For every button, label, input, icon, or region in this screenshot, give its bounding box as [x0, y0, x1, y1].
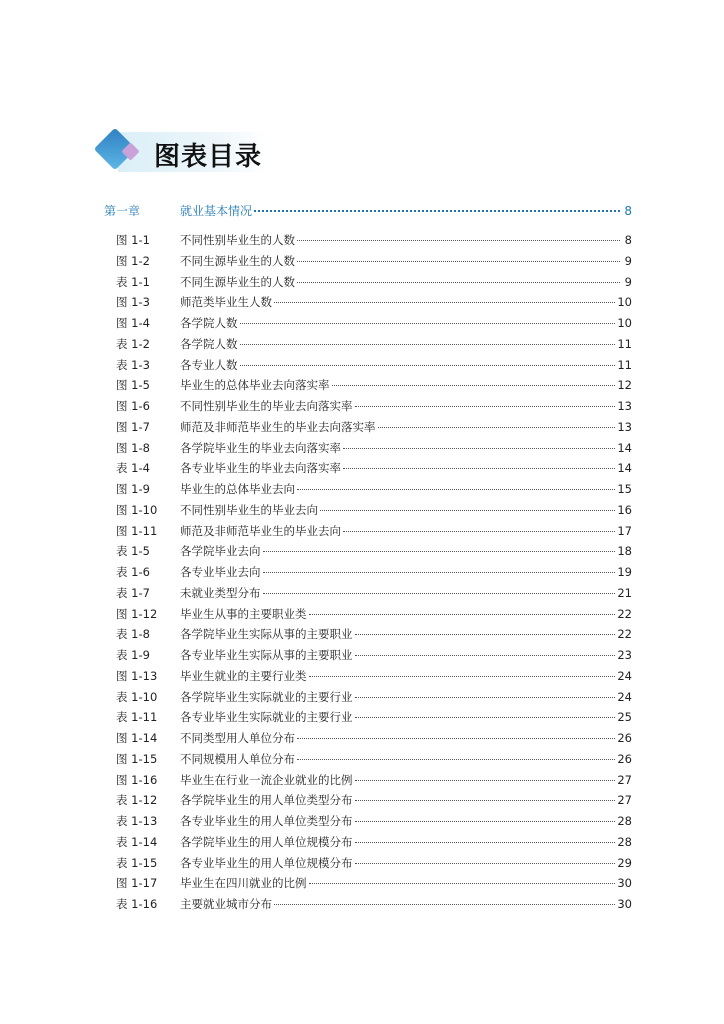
entry-page-number: 8 [624, 233, 632, 247]
dot-leader [274, 290, 615, 303]
dot-leader [355, 768, 616, 781]
entry-title: 毕业生的总体毕业去向落实率 [180, 378, 330, 393]
entry-page-number: 22 [617, 627, 632, 642]
dot-leader [355, 788, 616, 801]
entry-title: 各学院毕业去向 [180, 544, 261, 559]
entry-number: 图 1-8 [116, 440, 150, 455]
entry-page-number: 28 [617, 814, 632, 828]
entry-number: 表 1-15 [116, 855, 158, 870]
toc-entry-row[interactable] [104, 895, 632, 916]
entry-number: 图 1-6 [116, 399, 150, 413]
entry-page-number: 21 [617, 585, 632, 600]
entry-number: 表 1-1 [116, 274, 150, 289]
entry-title: 各学院毕业生的用人单位规模分布 [180, 834, 353, 849]
entry-number: 图 1-9 [116, 482, 150, 496]
dot-leader [297, 477, 615, 490]
entry-page-number: 26 [617, 751, 632, 766]
entry-title: 各专业毕业生实际就业的主要行业 [180, 710, 353, 725]
dot-leader [355, 622, 616, 635]
entry-page-number: 24 [617, 689, 632, 704]
entry-title: 不同性别毕业生的毕业去向落实率 [180, 399, 353, 413]
entry-page-number: 27 [617, 772, 632, 787]
entry-title: 各学院人数 [180, 316, 238, 330]
entry-title: 不同生源毕业生的人数 [180, 253, 295, 268]
entry-number: 表 1-9 [116, 648, 150, 662]
entry-page-number: 9 [624, 253, 632, 268]
entry-page-number: 26 [617, 731, 632, 745]
dot-leader [297, 726, 615, 739]
entry-number: 图 1-3 [116, 295, 150, 310]
chapter-page-number: 8 [624, 204, 632, 218]
toc-chapter-row[interactable] [104, 201, 632, 223]
entry-number: 表 1-10 [116, 689, 158, 704]
dot-leader [297, 228, 620, 241]
dot-leader [297, 249, 620, 262]
entry-page-number: 30 [617, 876, 632, 891]
entry-page-number: 16 [617, 502, 632, 517]
entry-number: 图 1-4 [116, 316, 150, 330]
entry-title: 不同性别毕业生的人数 [180, 233, 295, 247]
dot-leader [309, 664, 616, 677]
entry-number: 图 1-2 [116, 253, 150, 268]
entry-page-number: 11 [617, 336, 632, 351]
entry-number: 图 1-12 [116, 606, 158, 621]
entry-title: 师范及非师范毕业生的毕业去向 [180, 523, 341, 538]
entry-page-number: 23 [617, 648, 632, 662]
entry-title: 各专业人数 [180, 357, 238, 372]
entry-page-number: 15 [617, 482, 632, 496]
entry-page-number: 25 [617, 710, 632, 725]
entry-page-number: 14 [617, 461, 632, 476]
entry-title: 各专业毕业生的用人单位规模分布 [180, 855, 353, 870]
entry-title: 毕业生就业的主要行业类 [180, 668, 307, 683]
dot-leader [297, 270, 620, 283]
entry-number: 图 1-17 [116, 876, 158, 891]
entry-page-number: 29 [617, 855, 632, 870]
chapter-title: 就业基本情况 [180, 204, 253, 218]
entry-title: 各学院毕业生实际从事的主要职业 [180, 627, 353, 642]
entry-title: 各学院毕业生的用人单位类型分布 [180, 793, 353, 808]
entry-number: 图 1-10 [116, 502, 158, 517]
entry-number: 表 1-7 [116, 585, 150, 600]
dot-leader [240, 332, 616, 345]
entry-title: 毕业生在四川就业的比例 [180, 876, 307, 891]
entry-title: 毕业生的总体毕业去向 [180, 482, 295, 496]
entry-title: 各专业毕业生的毕业去向落实率 [180, 461, 341, 476]
entry-title: 师范及非师范毕业生的毕业去向落实率 [180, 419, 376, 434]
chapter-number: 第一章 [104, 204, 141, 218]
dot-leader [240, 311, 616, 324]
dot-leader [332, 373, 616, 386]
entry-number: 图 1-1 [116, 233, 150, 247]
entry-page-number: 30 [617, 897, 632, 911]
dot-leader [355, 809, 616, 822]
dot-leader [355, 705, 616, 718]
entry-page-number: 9 [624, 274, 632, 289]
entry-number: 图 1-16 [116, 772, 158, 787]
entry-title: 毕业生在行业一流企业就业的比例 [180, 772, 353, 787]
dot-leader [355, 643, 616, 656]
entry-page-number: 17 [617, 523, 632, 538]
entry-number: 表 1-5 [116, 544, 150, 559]
entry-title: 各专业毕业生实际从事的主要职业 [180, 648, 353, 662]
dot-leader [240, 353, 616, 366]
entry-number: 表 1-12 [116, 793, 158, 808]
dot-leader [355, 685, 616, 698]
entry-page-number: 27 [617, 793, 632, 808]
entry-title: 各专业毕业生的用人单位类型分布 [180, 814, 353, 828]
entry-page-number: 19 [617, 565, 632, 579]
entry-number: 图 1-11 [116, 523, 158, 538]
entry-title: 未就业类型分布 [180, 585, 261, 600]
dot-leader [343, 456, 615, 469]
table-of-figures [104, 201, 632, 916]
entry-page-number: 10 [617, 295, 632, 310]
page-title: 图表目录 [154, 142, 263, 172]
entry-page-number: 28 [617, 834, 632, 849]
entry-page-number: 10 [617, 316, 632, 330]
entry-number: 表 1-16 [116, 897, 158, 911]
dot-leader [355, 830, 616, 843]
entry-title: 不同性别毕业生的毕业去向 [180, 502, 318, 517]
entry-page-number: 13 [617, 419, 632, 434]
entry-number: 图 1-15 [116, 751, 158, 766]
entry-number: 图 1-7 [116, 419, 150, 434]
entry-number: 图 1-13 [116, 668, 158, 683]
entry-page-number: 14 [617, 440, 632, 455]
dot-leader [309, 871, 616, 884]
entry-number: 表 1-4 [116, 461, 150, 476]
entry-page-number: 12 [617, 378, 632, 393]
entry-title: 各学院人数 [180, 336, 238, 351]
dot-leader [343, 436, 615, 449]
entry-number: 表 1-2 [116, 336, 150, 351]
entry-number: 表 1-13 [116, 814, 158, 828]
dot-leader [320, 498, 615, 511]
dot-leader [355, 851, 616, 864]
dot-leader [274, 892, 615, 905]
entry-title: 师范类毕业生人数 [180, 295, 272, 310]
entry-number: 表 1-8 [116, 627, 150, 642]
entry-title: 各专业毕业去向 [180, 565, 261, 579]
entry-title: 各学院毕业生的毕业去向落实率 [180, 440, 341, 455]
dot-leader [297, 747, 615, 760]
dot-leader [309, 602, 616, 615]
entry-number: 表 1-14 [116, 834, 158, 849]
entry-number: 表 1-3 [116, 357, 150, 372]
entry-number: 表 1-11 [116, 710, 158, 725]
dot-leader [263, 581, 616, 594]
entry-title: 毕业生从事的主要职业类 [180, 606, 307, 621]
dot-leader [254, 198, 620, 212]
dot-leader [343, 519, 615, 532]
entry-number: 表 1-6 [116, 565, 150, 579]
entry-title: 不同生源毕业生的人数 [180, 274, 295, 289]
entry-page-number: 13 [617, 399, 632, 413]
entry-page-number: 11 [617, 357, 632, 372]
entry-number: 图 1-14 [116, 731, 158, 745]
dot-leader [355, 394, 616, 407]
toc-heading [92, 126, 292, 180]
entry-page-number: 24 [617, 668, 632, 683]
entry-title: 主要就业城市分布 [180, 897, 272, 911]
dot-leader [263, 539, 616, 552]
entry-page-number: 18 [617, 544, 632, 559]
entry-title: 不同规模用人单位分布 [180, 751, 295, 766]
dot-leader [263, 560, 616, 573]
entry-title: 不同类型用人单位分布 [180, 731, 295, 745]
entry-title: 各学院毕业生实际就业的主要行业 [180, 689, 353, 704]
dot-leader [378, 415, 616, 428]
entry-number: 图 1-5 [116, 378, 150, 393]
entry-page-number: 22 [617, 606, 632, 621]
